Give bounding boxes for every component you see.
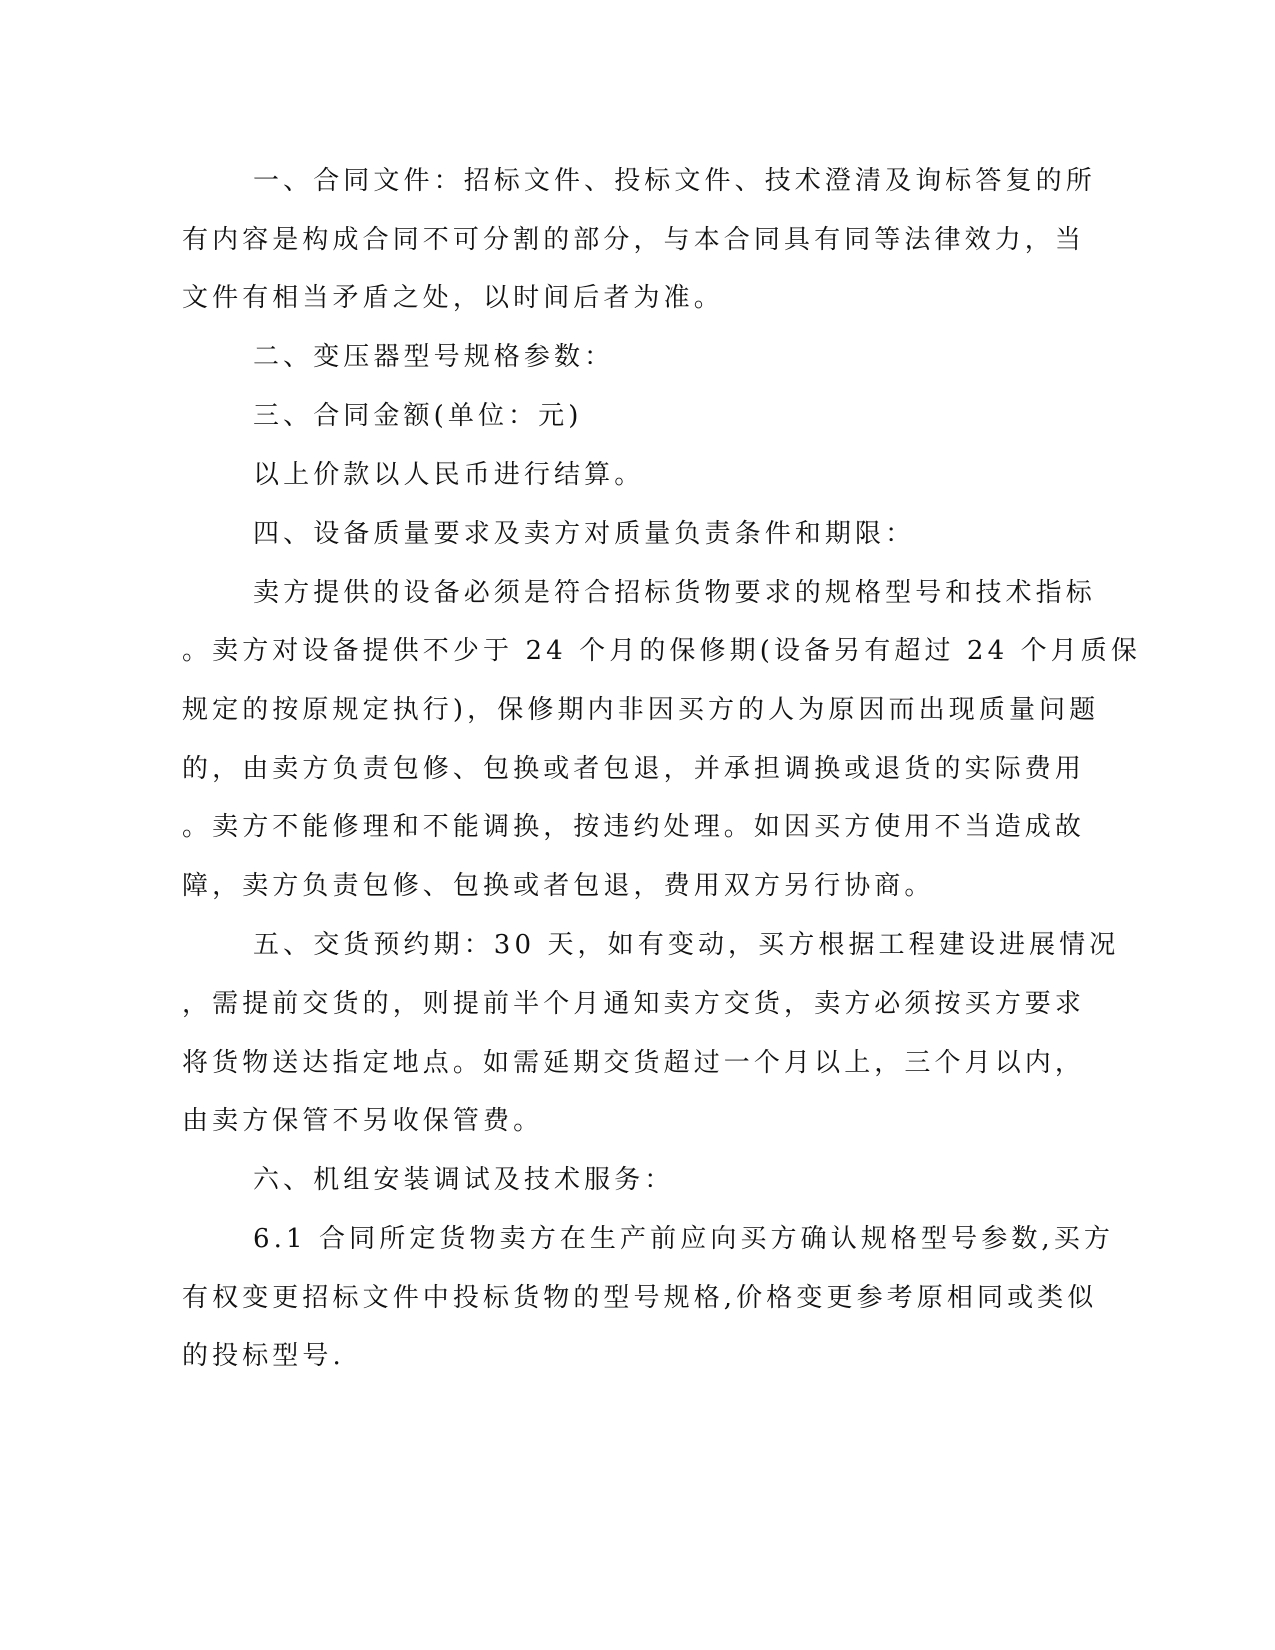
clause-3-heading: 三、合同金额(单位：元)	[253, 401, 583, 431]
clause-5-line-4: 由卖方保管不另收保管费。	[182, 1106, 544, 1136]
clause-5-line-2: ，需提前交货的，则提前半个月通知卖方交货，卖方必须按买方要求	[182, 989, 1086, 1019]
clause-2-heading: 二、变压器型号规格参数：	[253, 342, 615, 372]
clause-5-line-3: 将货物送达指定地点。如需延期交货超过一个月以上，三个月以内，	[182, 1048, 1086, 1078]
clause-4-line-2: 。卖方对设备提供不少于 24 个月的保修期(设备另有超过 24 个月质保	[182, 636, 1141, 666]
clause-4-line-5: 。卖方不能修理和不能调换，按违约处理。如因买方使用不当造成故	[182, 812, 1086, 842]
clause-4-line-4: 的，由卖方负责包修、包换或者包退，并承担调换或退货的实际费用	[182, 754, 1086, 784]
clause-5-line-1: 五、交货预约期：30 天，如有变动，买方根据工程建设进展情况	[253, 930, 1120, 960]
clause-6-1-line-3: 的投标型号.	[182, 1341, 345, 1371]
clause-6-1-line-2: 有权变更招标文件中投标货物的型号规格,价格变更参考原相同或类似	[182, 1283, 1098, 1313]
clause-1-line-2: 有内容是构成合同不可分割的部分，与本合同具有同等法律效力，当	[182, 225, 1086, 255]
clause-4-heading: 四、设备质量要求及卖方对质量负责条件和期限：	[253, 519, 916, 549]
clause-1-line-3: 文件有相当矛盾之处，以时间后者为准。	[182, 283, 724, 313]
clause-6-heading: 六、机组安装调试及技术服务：	[253, 1165, 675, 1195]
clause-1-line-1: 一、合同文件：招标文件、投标文件、技术澄清及询标答复的所	[253, 166, 1096, 196]
clause-4-line-6: 障，卖方负责包修、包换或者包退，费用双方另行协商。	[182, 871, 935, 901]
clause-6-1-line-1: 6.1 合同所定货物卖方在生产前应向买方确认规格型号参数,买方	[253, 1224, 1114, 1254]
clause-4-line-1: 卖方提供的设备必须是符合招标货物要求的规格型号和技术指标	[253, 578, 1096, 608]
clause-4-line-3: 规定的按原规定执行)，保修期内非因买方的人为原因而出现质量问题	[182, 695, 1100, 725]
clause-3-note: 以上价款以人民币进行结算。	[253, 460, 645, 490]
